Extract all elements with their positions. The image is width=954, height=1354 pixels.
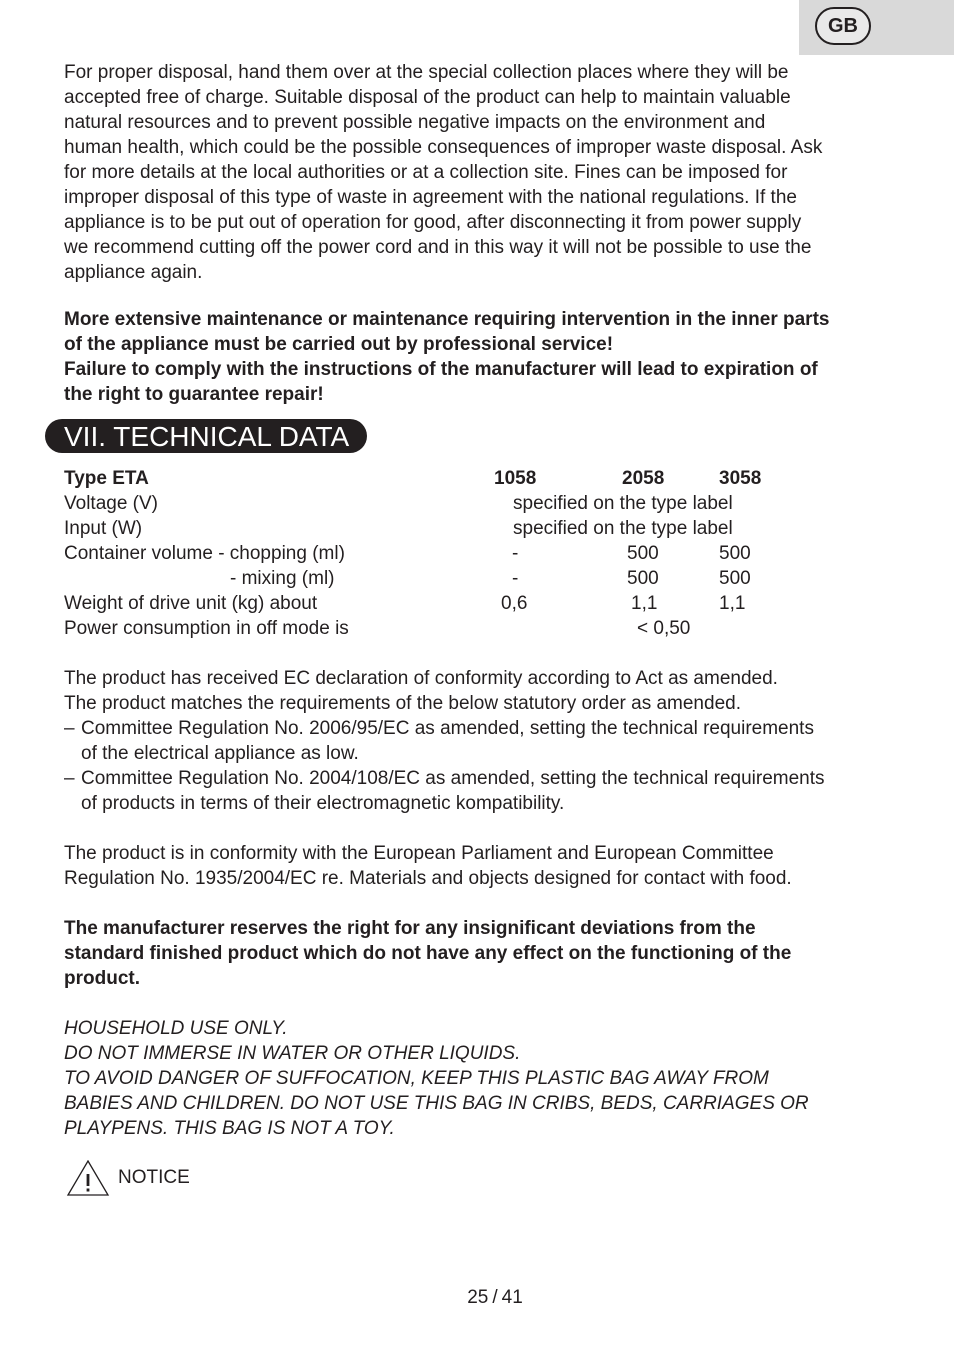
text-line: of the electrical appliance as low. [81, 743, 359, 764]
row-label: Voltage (V) [64, 493, 158, 514]
tech-row-mixing [64, 566, 894, 591]
text-line: The manufacturer reserves the right for any insignificant deviations from the [64, 918, 756, 939]
cell-3058: 1,1 [719, 593, 746, 614]
tech-row-power-off [64, 616, 894, 641]
cell-1058: - [512, 568, 519, 589]
notice-label: NOTICE [118, 1167, 190, 1188]
model-3058: 3058 [719, 468, 762, 489]
text-line: Committee Regulation No. 2006/95/EC as amended, setting the technical requirements [81, 718, 814, 739]
text-line: natural resources and to prevent possible negative impacts on the environment and [64, 112, 766, 133]
text-line: we recommend cutting off the power cord and in this way it will not be possible to use the [64, 237, 812, 258]
text-line: of the appliance must be carried out by professional service! [64, 334, 614, 355]
cell-2058: 500 [627, 568, 659, 589]
text-line: appliance is to be put out of operation for good, after disconnecting it from power supply [64, 212, 802, 233]
row-label: Container volume - chopping (ml) [64, 543, 345, 564]
tech-table-header [64, 466, 894, 491]
text-line: The product has received EC declaration of conformity according to Act as amended. [64, 668, 778, 689]
manufacturer-note [64, 916, 894, 991]
row-value: specified on the type label [513, 518, 733, 539]
section-heading-technical-data: VII. TECHNICAL DATA [45, 419, 367, 453]
cell-3058: 500 [719, 543, 751, 564]
text-line: appliance again. [64, 262, 203, 283]
row-value: < 0,50 [637, 618, 691, 639]
text-line: product. [64, 968, 140, 989]
text-line: More extensive maintenance or maintenance requiring intervention in the inner parts [64, 309, 830, 330]
text-line: the right to guarantee repair! [64, 384, 324, 405]
row-label: Power consumption in off mode is [64, 618, 349, 639]
text-line: Regulation No. 1935/2004/EC re. Materials and objects designed for contact with food. [64, 868, 792, 889]
cell-2058: 1,1 [631, 593, 658, 614]
text-line: of products in terms of their electromagnetic kompatibility. [81, 793, 565, 814]
text-line: Failure to comply with the instructions of the manufacturer will lead to expiration of [64, 359, 818, 380]
tech-row-voltage [64, 491, 894, 516]
page-separator: / [492, 1287, 498, 1308]
cell-2058: 500 [627, 543, 659, 564]
page-total: 41 [501, 1287, 523, 1308]
conformity-section [64, 666, 894, 816]
model-1058: 1058 [494, 468, 537, 489]
text-line: PLAYPENS. THIS BAG IS NOT A TOY. [64, 1118, 395, 1139]
model-2058: 2058 [622, 468, 665, 489]
list-item [64, 766, 894, 816]
row-label: - mixing (ml) [230, 568, 335, 589]
maintenance-warning [64, 307, 894, 407]
list-item [64, 716, 894, 766]
text-line: For proper disposal, hand them over at the special collection places where they will be [64, 62, 789, 83]
text-line: The product matches the requirements of the below statutory order as amended. [64, 693, 741, 714]
text-line: BABIES AND CHILDREN. DO NOT USE THIS BAG IN CRIBS, BEDS, CARRIAGES OR [64, 1093, 809, 1114]
language-badge: GB [815, 7, 871, 45]
row-label: Weight of drive unit (kg) about [64, 593, 318, 614]
cell-1058: 0,6 [501, 593, 528, 614]
text-line: DO NOT IMMERSE IN WATER OR OTHER LIQUIDS. [64, 1043, 521, 1064]
text-line: standard finished product which do not have any effect on the functioning of the [64, 943, 792, 964]
safety-warnings [64, 1016, 894, 1141]
text-line: improper disposal of this type of waste in agreement with the national regulations. If the [64, 187, 797, 208]
text-line: human health, which could be the possible consequences of improper waste disposal. Ask [64, 137, 823, 158]
tech-row-input [64, 516, 894, 541]
tech-row-chopping [64, 541, 894, 566]
text-line: for more details at the local authorities or at a collection site. Fines can be imposed for [64, 162, 788, 183]
row-label: Input (W) [64, 518, 143, 539]
cell-1058: - [512, 543, 519, 564]
page-number [0, 1285, 954, 1310]
cell-3058: 500 [719, 568, 751, 589]
list-dash: – [64, 718, 75, 739]
list-dash: – [64, 768, 75, 789]
text-line: TO AVOID DANGER OF SUFFOCATION, KEEP THIS PLASTIC BAG AWAY FROM [64, 1068, 769, 1089]
text-line: Committee Regulation No. 2004/108/EC as amended, setting the technical requirements [81, 768, 825, 789]
row-value: specified on the type label [513, 493, 733, 514]
text-line: The product is in conformity with the European Parliament and European Committee [64, 843, 774, 864]
type-label: Type ETA [64, 468, 149, 489]
food-contact-paragraph [64, 841, 894, 891]
warning-triangle-icon [66, 1160, 110, 1196]
page-current: 25 [467, 1287, 489, 1308]
tech-row-weight [64, 591, 894, 616]
text-line: HOUSEHOLD USE ONLY. [64, 1018, 288, 1039]
disposal-paragraph [64, 60, 894, 285]
text-line: accepted free of charge. Suitable disposal of the product can help to maintain valuable [64, 87, 791, 108]
